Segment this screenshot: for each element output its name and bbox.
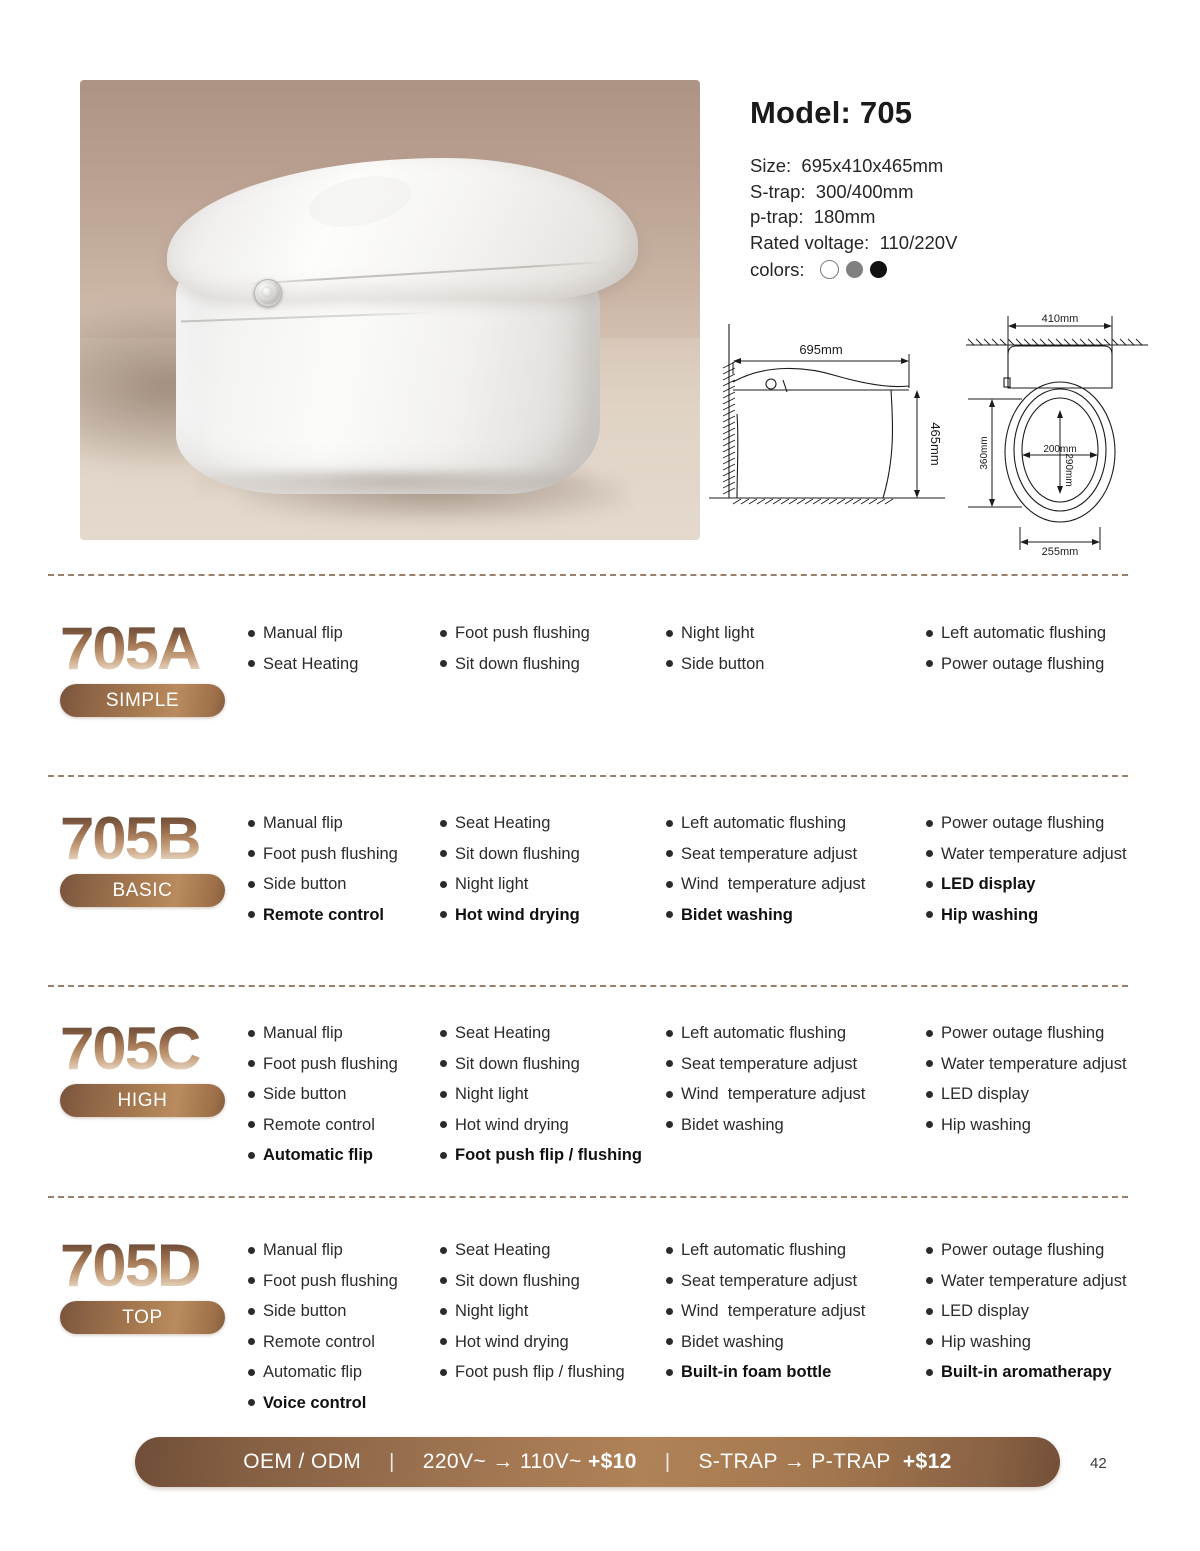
bullet-icon [666,911,673,918]
color-options [750,257,1170,283]
feature-grid [248,808,1148,930]
banner-oem-label: OEM / ODM [243,1450,362,1473]
feature-label: Remote control [263,905,385,924]
technical-drawings [700,300,1160,560]
bullet-icon [440,1247,447,1254]
feature-label: Hot wind drying [455,1332,569,1351]
feature-item [248,649,440,680]
feature-item [248,808,440,839]
banner-voltage-text: 220V~ → 110V~ [422,1450,588,1473]
feature-item [440,1079,666,1110]
top-view-inner-height-label: 290mm [1063,453,1074,487]
bullet-icon [248,1308,255,1315]
bullet-icon [440,1091,447,1098]
feature-label: Power outage flushing [941,814,1105,832]
feature-item-empty [440,1388,666,1419]
feature-item [926,1296,1148,1327]
feature-label: Wind temperature adjust [681,1302,866,1320]
model-badge-column [60,1015,240,1117]
bullet-icon [666,881,673,888]
feature-label: LED display [941,875,1036,893]
bullet-icon [248,881,255,888]
banner-trap-text: S-TRAP → P-TRAP [698,1450,903,1473]
top-view-width-label: 410mm [1041,313,1079,325]
bullet-icon [440,1060,447,1067]
bullet-icon [248,1030,255,1037]
feature-label: Power outage flushing [941,654,1105,673]
bullet-icon [440,1277,447,1284]
feature-item-empty [666,1388,926,1419]
feature-row [248,1049,1148,1080]
bullet-icon [926,630,933,637]
feature-item [926,1357,1148,1388]
feature-row [248,900,1148,931]
bullet-icon [440,820,447,827]
feature-label: Seat Heating [455,814,551,832]
feature-label: Water temperature adjust [941,1271,1127,1290]
divider-4 [48,1196,1128,1198]
divider-3 [48,985,1128,987]
feature-label: Built-in aromatherapy [941,1363,1112,1381]
product-photo [80,80,700,540]
spec-p-trap: p-trap: 180mm [750,206,876,227]
bullet-icon [666,1091,673,1098]
bullet-icon [666,1277,673,1284]
bullet-icon [666,1060,673,1067]
bullet-icon [248,1060,255,1067]
bullet-icon [248,1338,255,1345]
feature-item [666,869,926,900]
feature-label: Hip washing [941,1332,1031,1351]
bullet-icon [248,1247,255,1254]
feature-item [440,808,666,839]
bullet-icon [248,1121,255,1128]
feature-row [248,1235,1148,1266]
feature-label: Night light [455,1085,529,1103]
spec-s-trap: S-trap: 300/400mm [750,180,914,202]
feature-label: Left automatic flushing [681,814,847,832]
side-view-width-label: 695mm [799,342,843,357]
color-swatch-white[interactable] [820,260,839,279]
feature-label: Seat temperature adjust [681,1054,858,1073]
bullet-icon [440,911,447,918]
feature-label: Night light [455,875,529,893]
feature-label: Power outage flushing [941,1024,1105,1042]
feature-item [440,1327,666,1358]
model-tier-badge: TOP [60,1301,225,1334]
bullet-icon [926,881,933,888]
feature-label: Hip washing [941,1115,1031,1134]
bullet-icon [248,1091,255,1098]
model-name: 705D [60,1235,245,1297]
feature-item-empty [926,1388,1148,1419]
toilet-side-button-icon [254,279,282,307]
bullet-icon [248,820,255,827]
bullet-icon [926,1091,933,1098]
feature-item [248,1110,440,1141]
feature-label: Foot push flushing [455,624,590,642]
feature-label: Manual flip [263,814,343,832]
feature-item [666,1079,926,1110]
feature-item [926,900,1148,931]
bullet-icon [666,630,673,637]
bullet-icon [248,1369,255,1376]
bullet-icon [666,1030,673,1037]
feature-item [666,1296,926,1327]
feature-item [926,1110,1148,1141]
bullet-icon [926,1247,933,1254]
spec-panel [750,95,1170,283]
bullet-icon [248,1399,255,1406]
bullet-icon [248,911,255,918]
model-name: 705A [60,618,245,680]
model-name: 705B [60,808,245,870]
feature-item [926,1327,1148,1358]
feature-item [248,1296,440,1327]
bullet-icon [248,850,255,857]
feature-grid [248,618,1148,679]
feature-item [666,1018,926,1049]
bullet-icon [926,850,933,857]
spec-size: Size: 695x410x465mm [750,155,944,176]
feature-row [248,649,1148,680]
feature-item [666,1235,926,1266]
feature-label: Side button [263,875,347,893]
toilet-base-shadow [195,470,591,497]
feature-label: Remote control [263,1115,375,1134]
feature-label: Power outage flushing [941,1241,1105,1259]
bullet-icon [440,1152,447,1159]
feature-row [248,808,1148,839]
feature-label: Sit down flushing [455,844,580,863]
top-view-height-label: 360mm [979,436,990,470]
feature-item [440,618,666,649]
feature-item [666,1266,926,1297]
feature-row [248,1327,1148,1358]
bullet-icon [926,1308,933,1315]
feature-label: Manual flip [263,1241,343,1259]
feature-label: Wind temperature adjust [681,875,866,893]
feature-item-empty [926,1140,1148,1171]
bullet-icon [926,1030,933,1037]
feature-label: Bidet washing [681,1332,784,1351]
feature-item [926,649,1148,680]
top-view-inner-width-label: 200mm [1043,444,1077,455]
divider-1 [48,574,1128,576]
bullet-icon [666,1247,673,1254]
bullet-icon [926,820,933,827]
feature-item [666,808,926,839]
model-tier-badge: HIGH [60,1084,225,1117]
bullet-icon [926,1277,933,1284]
side-view-height-label: 465mm [928,422,943,466]
feature-label: Foot push flushing [263,1271,398,1290]
feature-item [440,649,666,680]
feature-row [248,1110,1148,1141]
bullet-icon [440,1338,447,1345]
feature-row [248,1266,1148,1297]
feature-label: Foot push flip / flushing [455,1146,642,1164]
feature-row [248,1388,1148,1419]
feature-label: Left automatic flushing [681,1024,847,1042]
feature-label: Side button [263,1085,347,1103]
feature-label: Seat Heating [455,1241,551,1259]
feature-item [926,1018,1148,1049]
bullet-icon [926,1369,933,1376]
feature-row [248,869,1148,900]
model-tier-badge: SIMPLE [60,684,225,717]
feature-item [666,1049,926,1080]
feature-item [440,1049,666,1080]
feature-item [248,1140,440,1171]
feature-item [666,1110,926,1141]
feature-label: Sit down flushing [455,1054,580,1073]
banner-trap-option [698,1450,951,1474]
feature-item [926,839,1148,870]
feature-label: Water temperature adjust [941,844,1127,863]
bullet-icon [926,911,933,918]
feature-item [666,649,926,680]
feature-item-empty [666,1140,926,1171]
model-badge-column [60,805,240,907]
feature-item [926,1235,1148,1266]
feature-label: Left automatic flushing [941,624,1107,642]
feature-row [248,1018,1148,1049]
feature-row [248,1357,1148,1388]
feature-item [440,1357,666,1388]
feature-item [248,1266,440,1297]
bullet-icon [926,1338,933,1345]
feature-label: Wind temperature adjust [681,1085,866,1103]
bullet-icon [440,1369,447,1376]
feature-item [440,1266,666,1297]
feature-item [666,1327,926,1358]
bullet-icon [440,1121,447,1128]
feature-label: Bidet washing [681,1115,784,1134]
feature-item [248,839,440,870]
bullet-icon [666,1338,673,1345]
feature-label: Sit down flushing [455,654,580,673]
feature-label: Built-in foam bottle [681,1363,832,1381]
feature-label: LED display [941,1302,1030,1320]
bullet-icon [248,660,255,667]
options-banner [135,1437,1060,1487]
feature-label: Foot push flushing [263,1054,398,1073]
divider-2 [48,775,1128,777]
bullet-icon [440,660,447,667]
feature-item [440,839,666,870]
bullet-icon [666,850,673,857]
feature-item [440,1296,666,1327]
feature-item [926,1049,1148,1080]
feature-label: Left automatic flushing [681,1241,847,1259]
bullet-icon [926,660,933,667]
feature-item [248,869,440,900]
feature-label: Manual flip [263,1024,343,1042]
feature-item [926,618,1148,649]
feature-item [248,1018,440,1049]
feature-item [926,1079,1148,1110]
color-swatch-black[interactable] [870,261,887,278]
feature-label: Side button [681,654,765,673]
feature-row [248,1079,1148,1110]
feature-item [248,618,440,649]
feature-label: Hot wind drying [455,905,580,924]
feature-label: Night light [455,1302,529,1320]
bullet-icon [666,1369,673,1376]
feature-item [248,1327,440,1358]
model-name: 705C [60,1018,245,1080]
feature-item [666,900,926,931]
feature-item [440,1235,666,1266]
feature-item [926,1266,1148,1297]
feature-label: Seat temperature adjust [681,1271,858,1290]
feature-row [248,618,1148,649]
feature-label: Automatic flip [263,1363,363,1381]
feature-label: LED display [941,1085,1030,1103]
feature-item [248,1049,440,1080]
feature-item [440,1018,666,1049]
bullet-icon [440,630,447,637]
page-number: 42 [1090,1455,1107,1472]
bullet-icon [666,1308,673,1315]
feature-item [666,618,926,649]
bullet-icon [248,1277,255,1284]
feature-label: Bidet washing [681,905,793,924]
model-tier-badge: BASIC [60,874,225,907]
feature-label: Remote control [263,1332,375,1351]
feature-item [440,1110,666,1141]
feature-row [248,1140,1148,1171]
feature-grid [248,1235,1148,1418]
feature-row [248,839,1148,870]
color-swatch-gray[interactable] [846,261,863,278]
bullet-icon [440,1308,447,1315]
banner-separator-1: | [389,1450,395,1473]
feature-item [440,900,666,931]
side-view-drawing [705,302,953,552]
smart-toilet-illustration [167,158,638,494]
feature-label: Foot push flip / flushing [455,1363,625,1381]
feature-item [926,808,1148,839]
feature-item [666,1357,926,1388]
bullet-icon [440,881,447,888]
bullet-icon [248,630,255,637]
feature-label: Seat Heating [455,1024,551,1042]
feature-item [666,839,926,870]
feature-item [440,1140,666,1171]
feature-item [248,1357,440,1388]
feature-label: Hip washing [941,905,1039,924]
feature-item [248,900,440,931]
bullet-icon [666,820,673,827]
feature-item [248,1388,440,1419]
feature-label: Automatic flip [263,1146,373,1164]
feature-label: Foot push flushing [263,844,398,863]
model-badge-column [60,615,240,717]
feature-label: Seat Heating [263,654,359,673]
feature-grid [248,1018,1148,1171]
feature-label: Seat temperature adjust [681,844,858,863]
feature-label: Manual flip [263,624,343,642]
feature-item [248,1235,440,1266]
toilet-lid [167,158,638,299]
feature-label: Sit down flushing [455,1271,580,1290]
feature-item [926,869,1148,900]
bullet-icon [666,660,673,667]
spec-rated-voltage: Rated voltage: 110/220V [750,231,958,253]
hero-section [0,0,1200,565]
banner-voltage-option [423,1450,637,1474]
bullet-icon [926,1121,933,1128]
top-view-bottom-label: 255mm [1041,546,1079,557]
colors-label: colors: [750,259,805,280]
feature-row [248,1296,1148,1327]
feature-label: Water temperature adjust [941,1054,1127,1073]
feature-label: Voice control [263,1393,367,1412]
feature-item [248,1079,440,1110]
bullet-icon [666,1121,673,1128]
banner-voltage-price: +$10 [587,1450,637,1473]
model-badge-column [60,1232,240,1334]
banner-separator-2: | [664,1450,671,1473]
banner-trap-price: +$12 [902,1450,952,1473]
feature-item [440,869,666,900]
top-view-drawing [958,302,1154,557]
page-title: Model: 705 [750,95,913,130]
feature-label: Side button [263,1302,347,1320]
bullet-icon [926,1060,933,1067]
feature-label: Hot wind drying [455,1115,569,1134]
feature-label: Night light [681,624,755,642]
bullet-icon [248,1152,255,1159]
bullet-icon [440,850,447,857]
bullet-icon [440,1030,447,1037]
